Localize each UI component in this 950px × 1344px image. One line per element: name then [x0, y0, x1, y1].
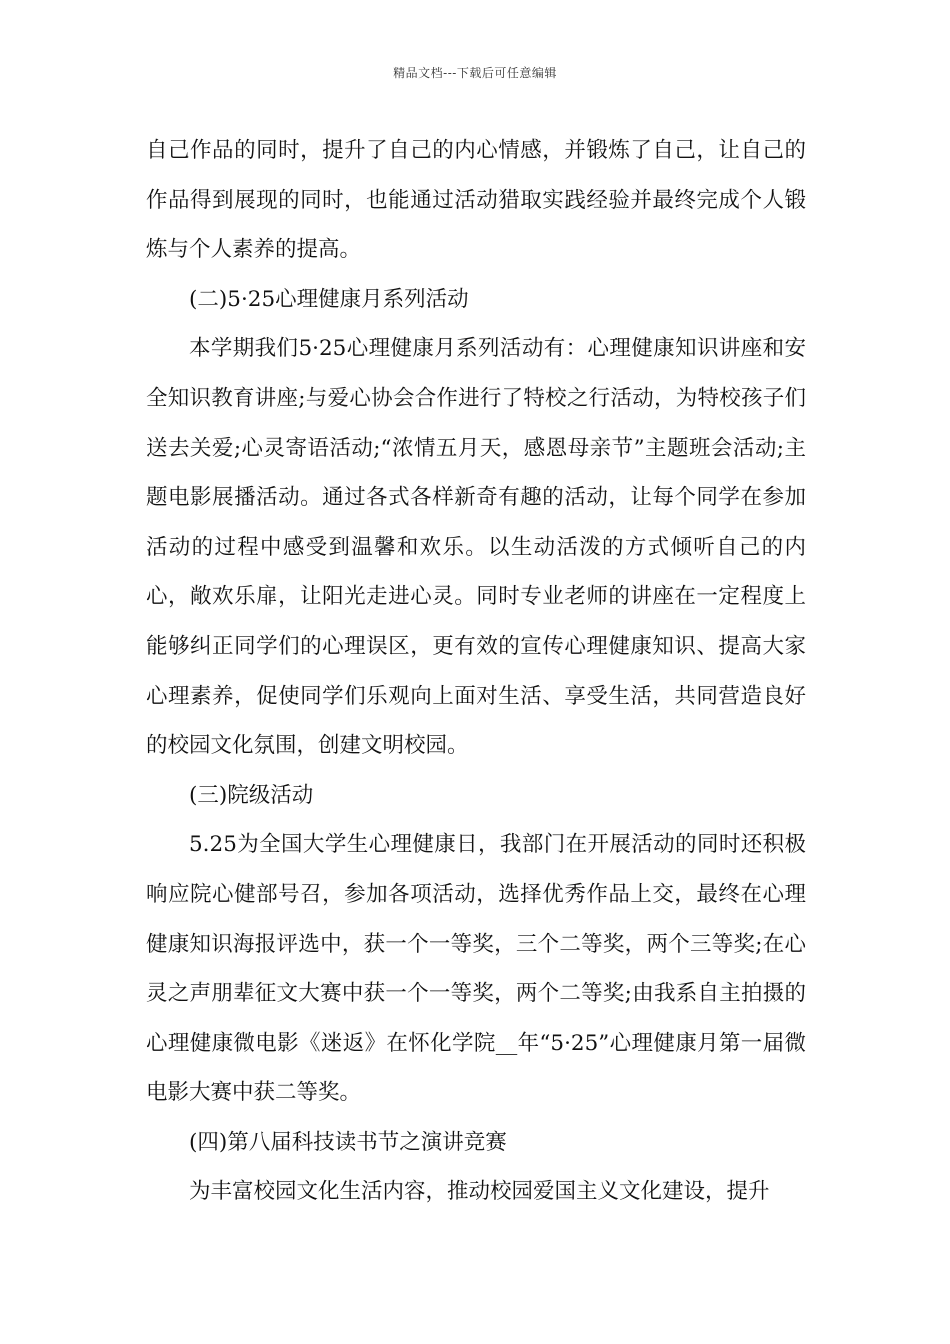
paragraph-mental-health-month: 本学期我们5·25心理健康月系列活动有：心理健康知识讲座和安全知识教育讲座;与爱心协会合作进行了特校之行活动，为特校孩子们送去关爱;心灵寄语活动;“浓情五月天，感恩母亲节”主题班会活动;主题电影展播活动。通过各式各样新奇有趣的活动，让每个同学在参加活动的过程中感受到温馨和欢乐。以生动活泼的方式倾听自己的内心，敞欢乐扉，让阳光走进心灵。同时专业老师的讲座在一定程度上能够纠正同学们的心理误区，更有效的宣传心理健康知识、提高大家心理素养，促使同学们乐观向上面对生活、享受生活，共同营造良好的校园文化氛围，创建文明校园。: [146, 336, 806, 759]
paragraph-intro-continuation: 自己作品的同时，提升了自己的内心情感，并锻炼了自己，让自己的作品得到展现的同时，也能通过活动猎取实践经验并最终完成个人锻炼与个人素养的提高。: [146, 138, 806, 263]
section-heading-speech-contest: (四)第八届科技读书节之演讲竞赛: [189, 1129, 507, 1155]
page-header: 精品文档---下载后可任意编辑: [393, 66, 557, 80]
paragraph-college-activities: 5.25为全国大学生心理健康日，我部门在开展活动的同时还积极响应院心健部号召，参加各项活动，选择优秀作品上交，最终在心理健康知识海报评选中，获一个一等奖，三个二等奖，两个三等奖;在心灵之声朋辈征文大赛中获一个一等奖，两个二等奖;由我系自主拍摄的心理健康微电影《迷返》在怀化学院__年“5·25”心理健康月第一届微电影大赛中获二等奖。: [146, 832, 806, 1106]
section-heading-mental-health-month: (二)5·25心理健康月系列活动: [189, 286, 469, 312]
document-body: [146, 126, 806, 1217]
section-heading-college-activities: (三)院级活动: [189, 782, 314, 808]
paragraph-speech-contest: 为丰富校园文化生活内容，推动校园爱国主义文化建设，提升: [189, 1179, 770, 1205]
